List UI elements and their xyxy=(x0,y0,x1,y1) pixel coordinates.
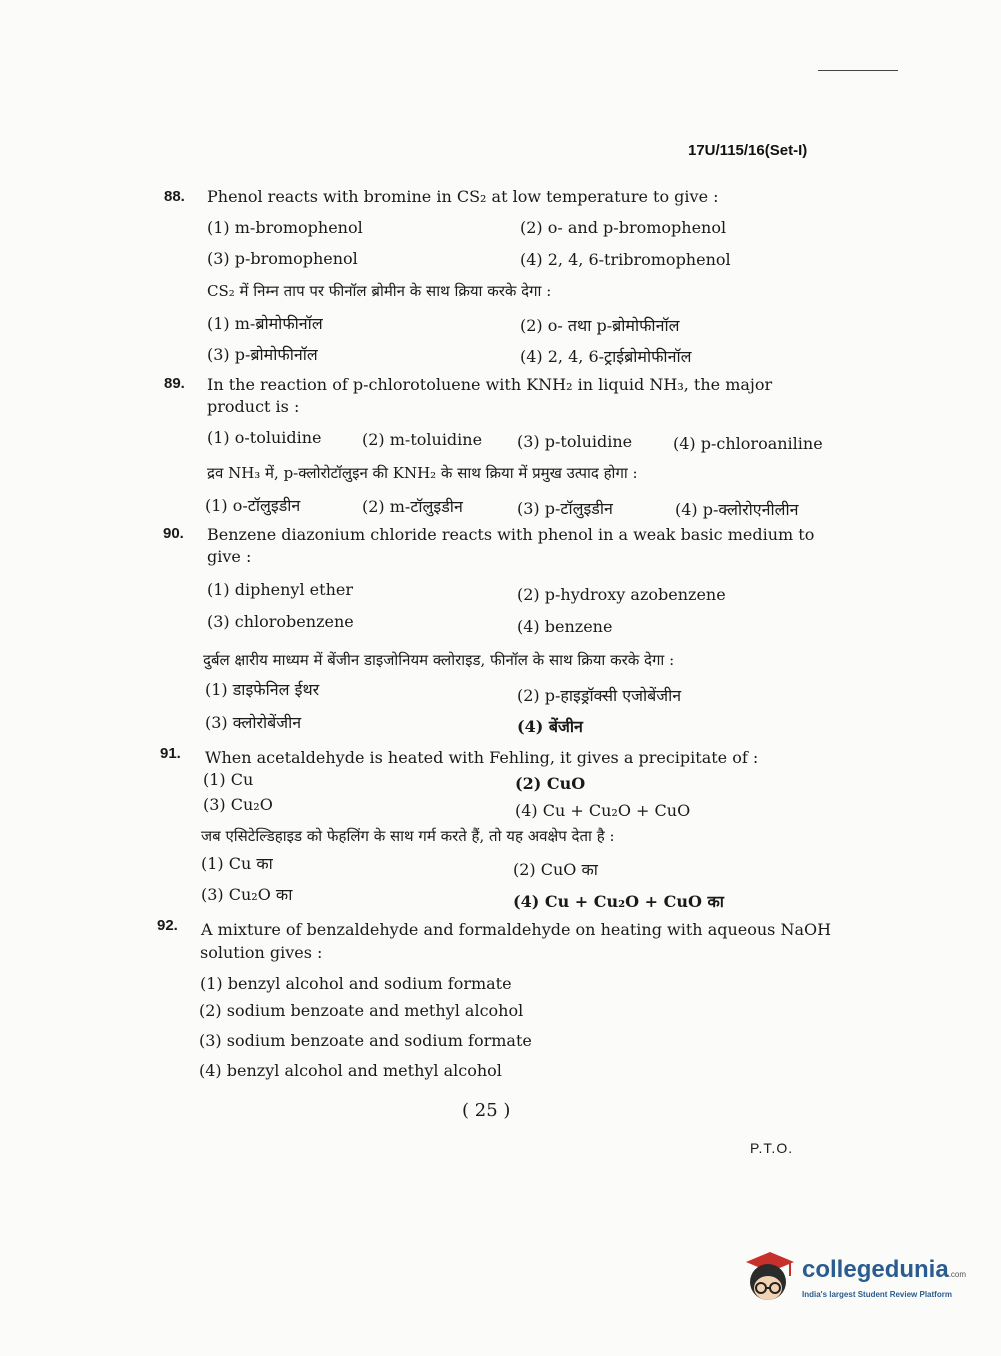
question-text: give : xyxy=(207,547,252,566)
option: (1) Cu xyxy=(203,770,254,789)
option: (4) p-chloroaniline xyxy=(673,434,823,453)
option-hindi: (4) 2, 4, 6-ट्राईब्रोमोफीनॉल xyxy=(520,347,692,366)
option-hindi: (4) p-क्लोरोएनीलीन xyxy=(675,500,799,519)
option: (4) 2, 4, 6-tribromophenol xyxy=(520,250,731,269)
option: (2) o- and p-bromophenol xyxy=(520,218,727,237)
option: (1) m-bromophenol xyxy=(207,218,363,237)
option: (4) Cu + Cu₂O + CuO xyxy=(515,801,691,820)
question-text-hindi: CS₂ में निम्न ताप पर फीनॉल ब्रोमीन के साथ क्रिया करके देगा : xyxy=(207,282,552,300)
question-text: Phenol reacts with bromine in CS₂ at low temperature to give : xyxy=(207,187,719,206)
question-text: product is : xyxy=(207,397,300,416)
option-hindi: (1) डाइफेनिल ईथर xyxy=(205,680,320,699)
top-rule xyxy=(818,70,898,71)
option: (4) benzyl alcohol and methyl alcohol xyxy=(199,1061,502,1080)
option-hindi: (2) o- तथा p-ब्रोमोफीनॉल xyxy=(520,316,680,335)
question-text-hindi: द्रव NH₃ में, p-क्लोरोटॉलुइन की KNH₂ के साथ क्रिया में प्रमुख उत्पाद होगा : xyxy=(207,464,638,482)
option-hindi: (3) p-टॉलुइडीन xyxy=(517,499,613,518)
question-number: 89. xyxy=(164,375,185,392)
question-text: solution gives : xyxy=(200,943,323,962)
option-hindi: (2) CuO का xyxy=(513,860,598,879)
option: (2) sodium benzoate and methyl alcohol xyxy=(199,1001,524,1020)
option: (3) Cu₂O xyxy=(203,795,273,814)
brand-tagline: India's largest Student Review Platform xyxy=(802,1290,952,1299)
option-hindi: (4) Cu + Cu₂O + CuO का xyxy=(513,892,724,911)
question-text: Benzene diazonium chloride reacts with phenol in a weak basic medium to xyxy=(207,525,815,544)
question-number: 88. xyxy=(164,188,185,205)
option: (2) m-toluidine xyxy=(362,430,483,449)
page-number: ( 25 ) xyxy=(462,1100,511,1121)
option-hindi: (4) बेंजीन xyxy=(517,717,583,736)
option-hindi: (1) Cu का xyxy=(201,854,273,873)
option-hindi: (2) p-हाइड्रॉक्सी एजोबेंजीन xyxy=(517,686,682,705)
option: (3) sodium benzoate and sodium formate xyxy=(199,1031,532,1050)
option: (3) chlorobenzene xyxy=(207,612,354,631)
pto-label: P.T.O. xyxy=(750,1140,794,1156)
question-number: 91. xyxy=(160,745,181,762)
collegedunia-logo xyxy=(740,1248,970,1318)
option: (1) o-toluidine xyxy=(207,428,322,447)
option-hindi: (3) Cu₂O का xyxy=(201,885,293,904)
option: (1) benzyl alcohol and sodium formate xyxy=(200,974,512,993)
option: (2) p-hydroxy azobenzene xyxy=(517,585,726,604)
question-text-hindi: दुर्बल क्षारीय माध्यम में बेंजीन डाइजोनियम क्लोराइड, फीनॉल के साथ क्रिया करके देगा : xyxy=(203,651,675,669)
option: (3) p-bromophenol xyxy=(207,249,358,268)
option-hindi: (1) m-ब्रोमोफीनॉल xyxy=(207,314,323,333)
option: (4) benzene xyxy=(517,617,613,636)
question-number: 90. xyxy=(163,525,184,542)
option-hindi: (3) p-ब्रोमोफीनॉल xyxy=(207,345,318,364)
mascot-icon xyxy=(740,1248,798,1310)
paper-code: 17U/115/16(Set-I) xyxy=(688,142,808,159)
question-text: In the reaction of p-chlorotoluene with KNH₂ in liquid NH₃, the major xyxy=(207,375,773,394)
option-hindi: (3) क्लोरोबेंजीन xyxy=(205,713,302,732)
option-hindi: (2) m-टॉलुइडीन xyxy=(362,497,463,516)
question-text-hindi: जब एसिटेल्डिहाइड को फेहलिंग के साथ गर्म करते हैं, तो यह अवक्षेप देता है : xyxy=(201,827,615,845)
question-number: 92. xyxy=(157,917,178,934)
option: (1) diphenyl ether xyxy=(207,580,353,599)
option: (3) p-toluidine xyxy=(517,432,633,451)
option-hindi: (1) o-टॉलुइडीन xyxy=(205,496,301,515)
brand-name: collegedunia.com xyxy=(802,1256,967,1283)
option: (2) CuO xyxy=(515,774,586,793)
question-text: When acetaldehyde is heated with Fehling, it gives a precipitate of : xyxy=(205,748,759,767)
question-text: A mixture of benzaldehyde and formaldehyde on heating with aqueous NaOH xyxy=(201,920,832,939)
